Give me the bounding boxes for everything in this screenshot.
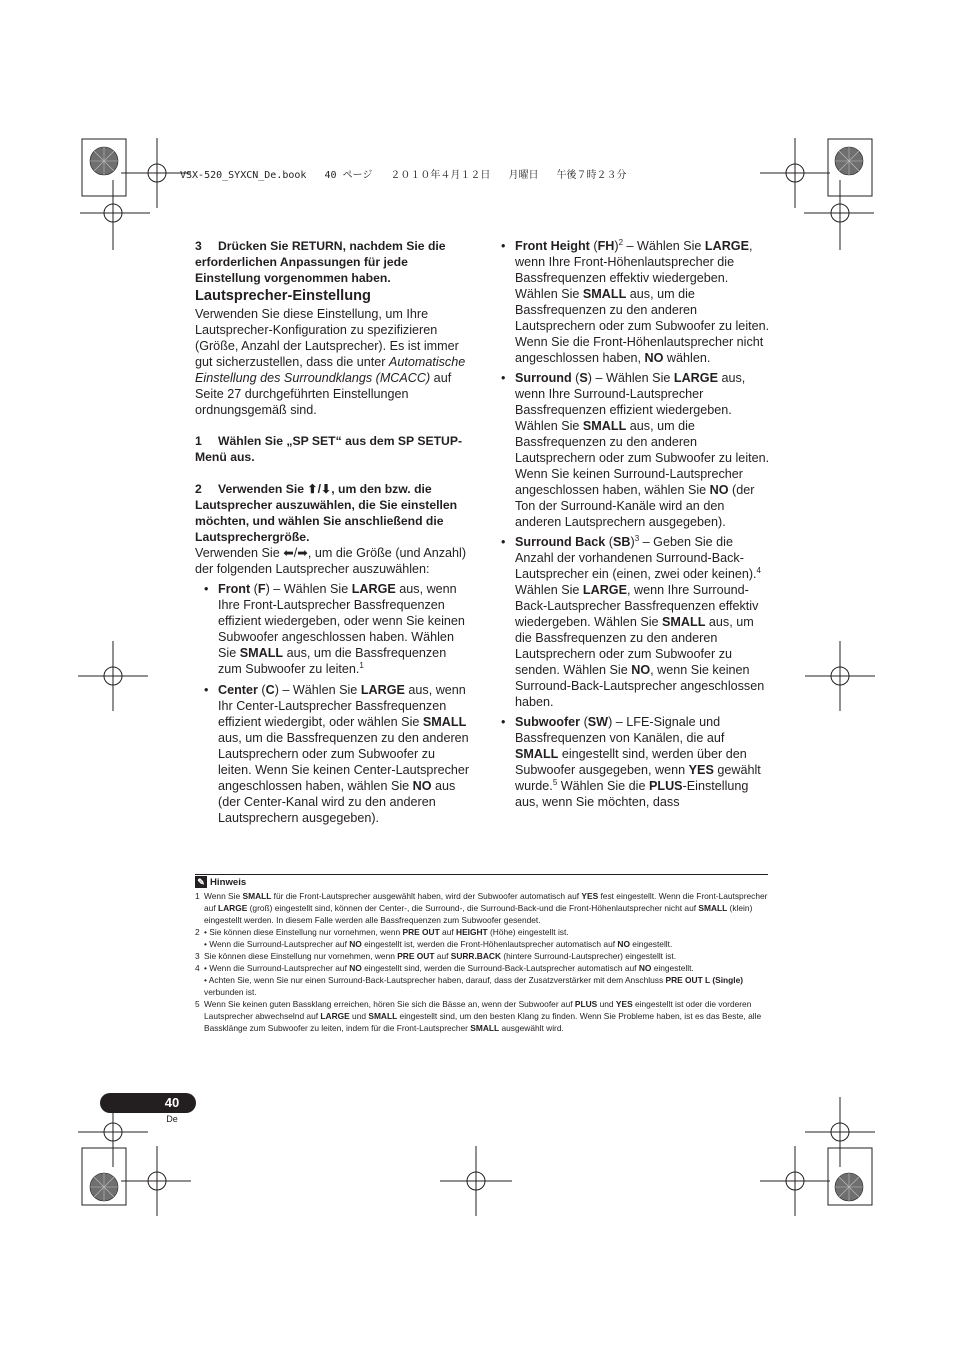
footnote-2-item-2: • Wenn die Surround-Lautsprecher auf NO eingestellt ist, werden die Front-Höhenlautsprecher automatisch auf NO eingestellt. bbox=[204, 939, 673, 949]
notes-divider bbox=[195, 874, 768, 875]
list-item-front: • Front (F) – Wählen Sie LARGE aus, wenn Ihre Front-Lautsprecher Bassfrequenzen effizient wiedergeben, oder wenn Sie keinen Subwoofer angeschlossen haben. Wählen Sie SMALL aus, um die Bassfrequenzen zum Subwoofer zu leiten.$^1$ bbox=[204, 582, 465, 676]
page-number: 40 bbox=[164, 1095, 180, 1110]
left-column bbox=[195, 238, 470, 826]
print-slug: VSX-520_SYXCN_De.book 40 ページ ２０１０年４月１２日 月曜日 午後７時２３分 bbox=[180, 170, 627, 181]
intro-paragraph: Verwenden Sie diese Einstellung, um Ihre Lautsprecher-Konfiguration zu spezifizieren (Größe, Anzahl der Lautsprecher). Es ist immer gut sicherzustellen, dass die unter Automatische Einstellung des Surroundklangs (MCACC) auf Seite 27 durchgeführten Einstellungen ordnungsgemäß sind. bbox=[195, 307, 466, 417]
footnote-5: 5 Wenn Sie keinen guten Bassklang erreichen, hören Sie sich die Bässe an, wenn der Subwoofer auf PLUS und YES eingestellt ist oder die vorderen Lautsprecher abwechselnd auf LARGE und SMALL eingestellt sind, um den besten Klang zu finden. Wenn Sie Probleme haben, ist es das Beste, alle Bassklänge zum Subwoofer zu leiten, indem für die Front-Lautsprecher SMALL ausgewählt wird. bbox=[195, 999, 762, 1033]
left-right-arrow-icon: ⬅/➡ bbox=[283, 546, 308, 560]
footnote-1: 1 Wenn Sie SMALL für die Front-Lautsprecher ausgewählt haben, wird der Subwoofer automatisch auf YES fest eingestellt. Wenn die Front-Lautsprecher auf LARGE (groß) eingestellt sind, können der Center-, die Surround-, die Surround-Back-und die Front-Höhenlautsprecher nicht auf SMALL (klein) eingestellt werden. In diesem Falle werden alle Bassfrequenzen zum Subwoofer gesendet. bbox=[195, 891, 768, 925]
step-2-body: Verwenden Sie ⬅/➡, um die Größe (und Anzahl) der folgenden Lautsprecher auszuwählen: bbox=[195, 546, 467, 576]
footnotes bbox=[195, 890, 770, 1034]
list-item-center: • Center (C) – Wählen Sie LARGE aus, wenn Ihr Center-Lautsprecher Bassfrequenzen effizient wiedergibt, oder wählen Sie SMALL aus, um die Bassfrequenzen zu den anderen Lautsprechern oder zum Subwoofer zu leiten. Wenn Sie keinen Center-Lautsprecher angeschlossen haben, wählen Sie NO aus (der Center-Kanal wird zu den anderen Lautsprechern ausgegeben). bbox=[204, 683, 470, 825]
step-1: 1 Wählen Sie „SP SET“ aus dem SP SETUP-Menü aus. bbox=[195, 434, 463, 464]
list-item-front-height: • Front Height (FH)$^2$ – Wählen Sie LARGE, wenn Ihre Front-Höhenlautsprecher die Bassfrequenzen effektiv wiedergeben. Wählen Sie SMALL aus, um die Bassfrequenzen zu den anderen Lautsprechern oder zum Subwoofer zu leiten. Wenn Sie die Front-Höhenlautsprecher nicht angeschlossen haben, NO wählen. bbox=[501, 237, 770, 365]
up-down-arrow-icon: ⬆/⬇ bbox=[307, 482, 332, 496]
list-item-surround-back: • Surround Back (SB)$^3$ – Geben Sie die Anzahl der vorhandenen Surround-Back-Lautsprecher ein (einen, zwei oder keinen).$^4$ Wählen Sie LARGE, wenn Ihre Surround-Back-Lautsprecher Bassfrequenzen effektiv wiedergeben. Wählen Sie SMALL aus, um die Bassfrequenzen zu den anderen Lautsprechern oder zum Subwoofer zu senden. Wählen Sie NO, wenn Sie keinen Surround-Back-Lautsprecher angeschlossen haben. bbox=[501, 533, 765, 709]
section-heading: Lautsprecher-Einstellung bbox=[195, 288, 371, 304]
footnote-4: 4 • Wenn die Surround-Lautsprecher auf NO eingestellt sind, werden die Surround-Back-Lautsprecher automatisch auf NO eingestellt. bbox=[195, 963, 694, 973]
footnote-2: 2 • Sie können diese Einstellung nur vornehmen, wenn PRE OUT auf HEIGHT (Höhe) eingestellt ist. bbox=[195, 927, 569, 937]
language-code: De bbox=[166, 1114, 178, 1124]
right-column bbox=[492, 238, 770, 810]
speaker-list bbox=[195, 581, 470, 826]
notes-heading: ✎ Hinweis bbox=[195, 876, 246, 888]
footnote-3: 3 Sie können diese Einstellung nur vornehmen, wenn PRE OUT auf SURR.BACK (hintere Surround-Lautsprecher) eingestellt ist. bbox=[195, 951, 677, 961]
list-item-subwoofer: • Subwoofer (SW) – LFE-Signale und Bassfrequenzen von Kanälen, die auf SMALL eingestellt sind, werden über den Subwoofer ausgegeben, wenn YES gewählt wurde.$^5$ Wählen Sie die PLUS-Einstellung aus, wenn Sie möchten, dass bbox=[501, 715, 761, 809]
step-3: 3 Drücken Sie RETURN, nachdem Sie die erforderlichen Anpassungen für jede Einstellung vorgenommen haben. bbox=[195, 239, 446, 285]
note-pencil-icon: ✎ bbox=[195, 876, 207, 888]
list-item-surround: • Surround (S) – Wählen Sie LARGE aus, wenn Ihre Surround-Lautsprecher Bassfrequenzen effizient wiedergeben. Wählen Sie SMALL aus, um die Bassfrequenzen zu den anderen Lautsprechern oder zum Subwoofer zu leiten. Wenn Sie keinen Surround-Lautsprecher angeschlossen haben, wählen Sie NO (der Ton der Surround-Kanäle wird an den anderen Lautsprechern ausgegeben). bbox=[501, 371, 770, 529]
step-2: 2 Verwenden Sie ⬆/⬇, um den bzw. die Lautsprecher auszuwählen, die Sie einstellen möchten, und wählen Sie anschließend die Lautsprechergröße. bbox=[195, 482, 458, 544]
footnote-4-item-2: • Achten Sie, wenn Sie nur einen Surround-Back-Lautsprecher haben, darauf, dass der Zusatzverstärker mit dem Anschluss PRE OUT L (Single) verbunden ist. bbox=[204, 975, 744, 997]
